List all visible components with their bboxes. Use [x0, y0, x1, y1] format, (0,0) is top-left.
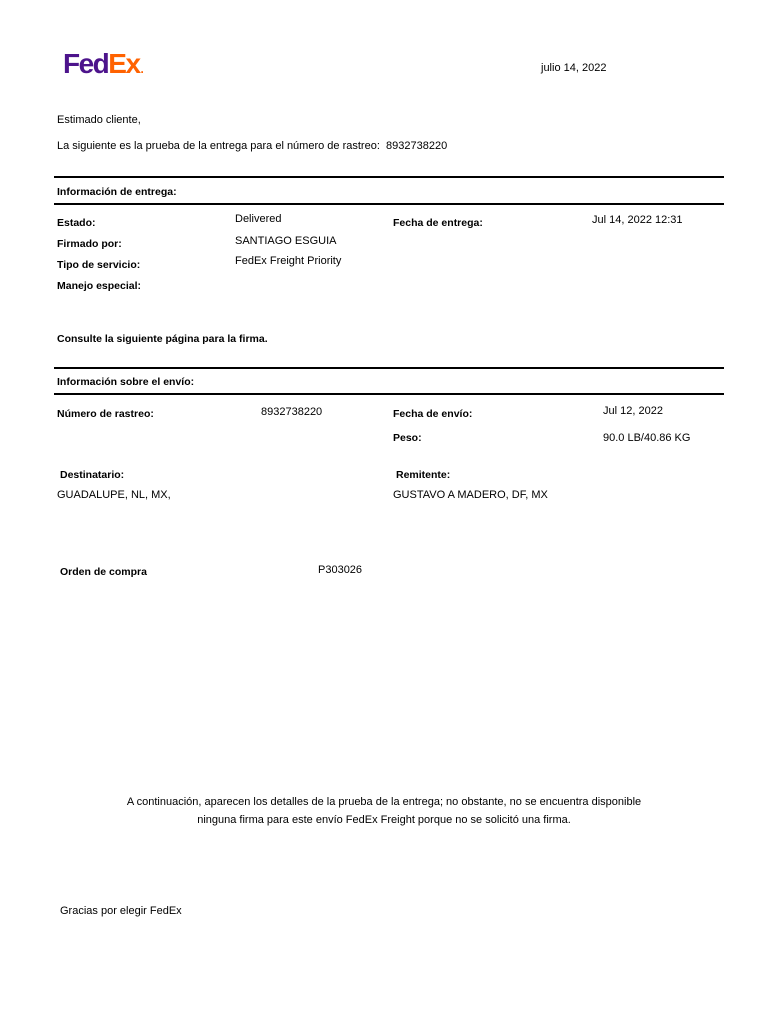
signed-by-value: SANTIAGO ESGUIA	[235, 235, 337, 247]
signed-by-label: Firmado por:	[57, 238, 122, 250]
sender-value: GUSTAVO A MADERO, DF, MX	[393, 489, 548, 501]
logo-fed-text: Fed	[63, 48, 109, 79]
tracking-number-value: 8932738220	[261, 406, 323, 418]
no-signature-note	[0, 793, 768, 829]
ship-date-value: Jul 12, 2022	[603, 405, 663, 417]
tracking-number-label: Número de rastreo:	[57, 408, 154, 420]
purchase-order-label: Orden de compra	[60, 566, 147, 578]
service-type-value: FedEx Freight Priority	[235, 255, 342, 267]
status-value: Delivered	[235, 213, 282, 225]
delivery-date-value: Jul 14, 2022 12:31	[592, 214, 683, 226]
sender-label: Remitente:	[396, 469, 451, 481]
no-signature-note-line-2: ninguna firma para este envío FedEx Freight porque no se solicitó una firma.	[197, 814, 571, 826]
delivery-date-label: Fecha de entrega:	[393, 217, 483, 229]
intro-line	[57, 140, 447, 152]
shipment-bottom-rule	[54, 393, 724, 395]
intro-tracking-number: 8932738220	[386, 140, 448, 152]
shipment-top-rule	[54, 367, 724, 369]
thanks-line: Gracias por elegir FedEx	[60, 905, 182, 917]
recipient-value: GUADALUPE, NL, MX,	[57, 489, 171, 501]
shipment-heading: Información sobre el envío:	[57, 376, 195, 388]
signature-note: Consulte la siguiente página para la firma.	[57, 333, 268, 345]
purchase-order-value: P303026	[318, 564, 363, 576]
service-type-label: Tipo de servicio:	[57, 259, 141, 271]
special-handling-label: Manejo especial:	[57, 280, 142, 292]
delivery-heading: Información de entrega:	[57, 186, 177, 198]
greeting: Estimado cliente,	[57, 114, 141, 126]
recipient-label: Destinatario:	[60, 469, 125, 481]
delivery-top-rule	[54, 176, 724, 178]
no-signature-note-line-1: A continuación, aparecen los detalles de la prueba de la entrega; no obstante, no se encuentra disponible	[126, 796, 642, 808]
ship-date-label: Fecha de envío:	[393, 408, 473, 420]
logo-ex-text: Ex	[108, 48, 140, 79]
fedex-logo	[63, 50, 144, 78]
intro-text: La siguiente es la prueba de la entrega para el número de rastreo:	[57, 140, 380, 152]
weight-value: 90.0 LB/40.86 KG	[603, 432, 691, 444]
weight-label: Peso:	[393, 432, 422, 444]
logo-dot: .	[140, 62, 144, 76]
status-label: Estado:	[57, 217, 96, 229]
delivery-bottom-rule	[54, 203, 724, 205]
letter-date: julio 14, 2022	[541, 62, 607, 74]
